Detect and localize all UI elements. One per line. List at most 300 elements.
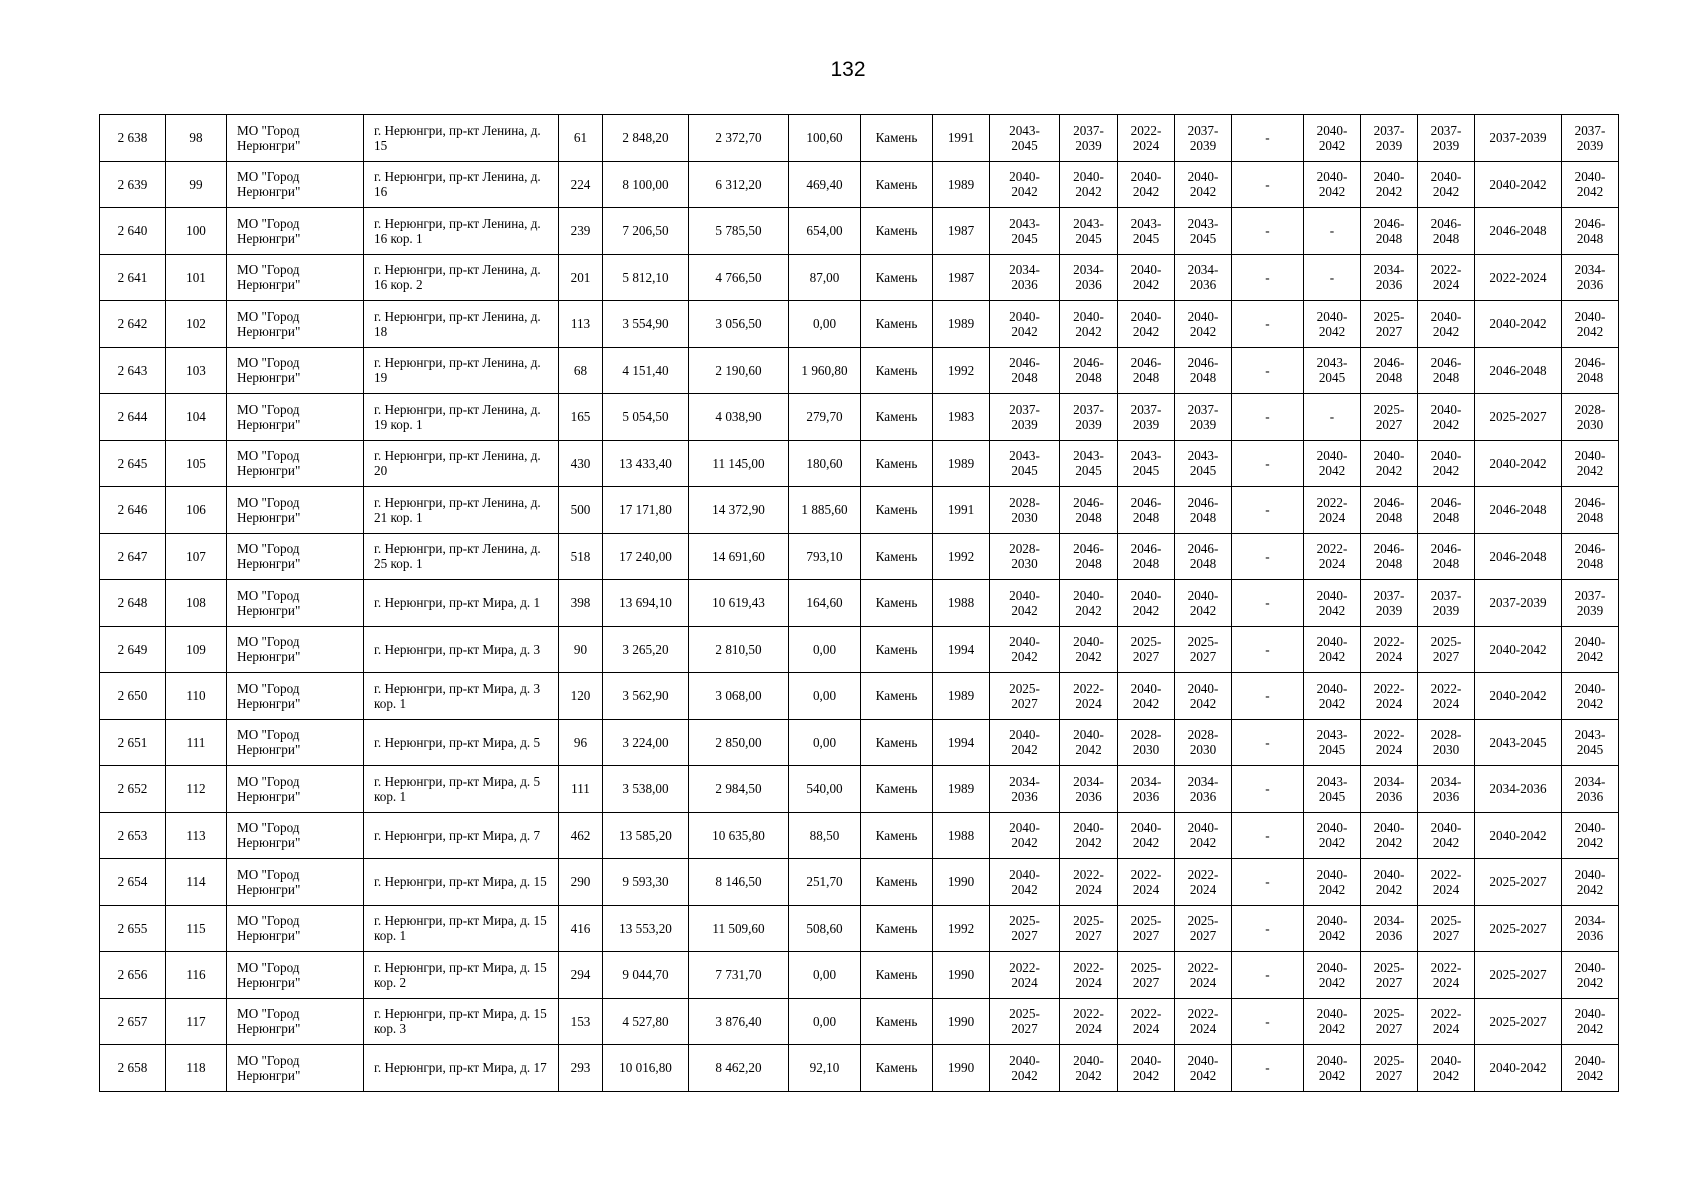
cell-period-8: 2037- 2039 — [1418, 115, 1475, 162]
cell-total-area: 13 585,20 — [603, 812, 689, 859]
cell-period-8: 2046- 2048 — [1418, 487, 1475, 534]
cell-address: г. Нерюнгри, пр-кт Ленина, д. 19 — [364, 347, 559, 394]
cell-period-7: 2022- 2024 — [1361, 719, 1418, 766]
cell-period-8: 2040- 2042 — [1418, 161, 1475, 208]
cell-living-area: 8 462,20 — [689, 1045, 789, 1092]
cell-period-3: 2043- 2045 — [1118, 208, 1175, 255]
cell-total-area: 4 151,40 — [603, 347, 689, 394]
cell-period-7: 2034- 2036 — [1361, 905, 1418, 952]
cell-period-1: 2028- 2030 — [990, 533, 1060, 580]
cell-item-number: 116 — [166, 952, 227, 999]
cell-living-area: 2 850,00 — [689, 719, 789, 766]
cell-period-9: 2034-2036 — [1475, 766, 1562, 813]
cell-wall-material: Камень — [861, 394, 933, 441]
cell-living-area: 7 731,70 — [689, 952, 789, 999]
cell-build-year: 1994 — [933, 719, 990, 766]
cell-period-1: 2040- 2042 — [990, 1045, 1060, 1092]
cell-living-area: 14 372,90 — [689, 487, 789, 534]
cell-wall-material: Камень — [861, 533, 933, 580]
cell-nonresidential-area: 540,00 — [789, 766, 861, 813]
cell-period-10: 2040- 2042 — [1562, 673, 1619, 720]
cell-period-3: 2040- 2042 — [1118, 1045, 1175, 1092]
cell-period-9: 2040-2042 — [1475, 161, 1562, 208]
cell-address: г. Нерюнгри, пр-кт Ленина, д. 15 — [364, 115, 559, 162]
cell-period-5: - — [1232, 301, 1304, 348]
cell-period-6: 2022- 2024 — [1304, 533, 1361, 580]
cell-period-7: 2025- 2027 — [1361, 998, 1418, 1045]
cell-living-area: 10 635,80 — [689, 812, 789, 859]
cell-item-number: 114 — [166, 859, 227, 906]
cell-period-10: 2040- 2042 — [1562, 1045, 1619, 1092]
cell-period-8: 2046- 2048 — [1418, 208, 1475, 255]
cell-item-number: 111 — [166, 719, 227, 766]
cell-residents: 201 — [559, 254, 603, 301]
cell-item-number: 105 — [166, 440, 227, 487]
cell-period-9: 2022-2024 — [1475, 254, 1562, 301]
cell-total-area: 10 016,80 — [603, 1045, 689, 1092]
cell-build-year: 1987 — [933, 208, 990, 255]
cell-period-1: 2028- 2030 — [990, 487, 1060, 534]
cell-period-3: 2046- 2048 — [1118, 487, 1175, 534]
cell-residents: 61 — [559, 115, 603, 162]
cell-wall-material: Камень — [861, 1045, 933, 1092]
cell-address: г. Нерюнгри, пр-кт Мира, д. 15 — [364, 859, 559, 906]
cell-period-4: 2043- 2045 — [1175, 208, 1232, 255]
cell-period-3: 2046- 2048 — [1118, 347, 1175, 394]
cell-address: г. Нерюнгри, пр-кт Ленина, д. 16 — [364, 161, 559, 208]
cell-period-8: 2022- 2024 — [1418, 998, 1475, 1045]
cell-period-10: 2028- 2030 — [1562, 394, 1619, 441]
cell-period-10: 2034- 2036 — [1562, 905, 1619, 952]
cell-address: г. Нерюнгри, пр-кт Мира, д. 5 кор. 1 — [364, 766, 559, 813]
cell-period-10: 2034- 2036 — [1562, 254, 1619, 301]
cell-period-8: 2025- 2027 — [1418, 905, 1475, 952]
cell-municipality: МО "Город Нерюнгри" — [227, 859, 364, 906]
cell-period-10: 2040- 2042 — [1562, 812, 1619, 859]
cell-address: г. Нерюнгри, пр-кт Мира, д. 1 — [364, 580, 559, 627]
cell-municipality: МО "Город Нерюнгри" — [227, 533, 364, 580]
cell-period-7: 2046- 2048 — [1361, 487, 1418, 534]
cell-period-3: 2022- 2024 — [1118, 859, 1175, 906]
table-row — [100, 580, 1619, 627]
cell-period-10: 2037- 2039 — [1562, 115, 1619, 162]
cell-period-6: 2040- 2042 — [1304, 301, 1361, 348]
cell-period-4: 2040- 2042 — [1175, 1045, 1232, 1092]
cell-registry-number: 2 638 — [100, 115, 166, 162]
cell-period-7: 2046- 2048 — [1361, 347, 1418, 394]
table-row — [100, 208, 1619, 255]
cell-registry-number: 2 648 — [100, 580, 166, 627]
cell-period-1: 2043- 2045 — [990, 115, 1060, 162]
cell-period-6: - — [1304, 394, 1361, 441]
cell-period-6: 2040- 2042 — [1304, 998, 1361, 1045]
cell-period-10: 2046- 2048 — [1562, 208, 1619, 255]
cell-period-2: 2046- 2048 — [1060, 487, 1118, 534]
cell-period-5: - — [1232, 766, 1304, 813]
cell-municipality: МО "Город Нерюнгри" — [227, 905, 364, 952]
cell-period-8: 2022- 2024 — [1418, 859, 1475, 906]
cell-period-9: 2040-2042 — [1475, 626, 1562, 673]
cell-living-area: 6 312,20 — [689, 161, 789, 208]
cell-period-7: 2040- 2042 — [1361, 812, 1418, 859]
cell-period-9: 2043-2045 — [1475, 719, 1562, 766]
cell-living-area: 14 691,60 — [689, 533, 789, 580]
cell-build-year: 1989 — [933, 440, 990, 487]
cell-period-8: 2040- 2042 — [1418, 440, 1475, 487]
cell-period-3: 2046- 2048 — [1118, 533, 1175, 580]
cell-residents: 165 — [559, 394, 603, 441]
cell-period-2: 2034- 2036 — [1060, 254, 1118, 301]
cell-nonresidential-area: 279,70 — [789, 394, 861, 441]
cell-wall-material: Камень — [861, 812, 933, 859]
cell-period-7: 2046- 2048 — [1361, 208, 1418, 255]
cell-period-6: 2040- 2042 — [1304, 626, 1361, 673]
cell-period-6: 2022- 2024 — [1304, 487, 1361, 534]
cell-period-9: 2046-2048 — [1475, 533, 1562, 580]
cell-nonresidential-area: 508,60 — [789, 905, 861, 952]
cell-period-3: 2040- 2042 — [1118, 254, 1175, 301]
cell-period-8: 2037- 2039 — [1418, 580, 1475, 627]
cell-period-1: 2037- 2039 — [990, 394, 1060, 441]
cell-total-area: 3 538,00 — [603, 766, 689, 813]
cell-wall-material: Камень — [861, 580, 933, 627]
cell-period-8: 2046- 2048 — [1418, 533, 1475, 580]
cell-total-area: 2 848,20 — [603, 115, 689, 162]
cell-period-2: 2040- 2042 — [1060, 626, 1118, 673]
cell-municipality: МО "Город Нерюнгри" — [227, 301, 364, 348]
cell-period-8: 2022- 2024 — [1418, 673, 1475, 720]
cell-wall-material: Камень — [861, 673, 933, 720]
cell-address: г. Нерюнгри, пр-кт Ленина, д. 21 кор. 1 — [364, 487, 559, 534]
cell-period-6: 2040- 2042 — [1304, 673, 1361, 720]
cell-wall-material: Камень — [861, 208, 933, 255]
cell-municipality: МО "Город Нерюнгри" — [227, 952, 364, 999]
cell-item-number: 102 — [166, 301, 227, 348]
cell-period-3: 2025- 2027 — [1118, 626, 1175, 673]
cell-period-9: 2025-2027 — [1475, 952, 1562, 999]
cell-nonresidential-area: 0,00 — [789, 719, 861, 766]
table-row — [100, 812, 1619, 859]
cell-total-area: 5 812,10 — [603, 254, 689, 301]
cell-period-4: 2025- 2027 — [1175, 626, 1232, 673]
cell-residents: 239 — [559, 208, 603, 255]
table-row — [100, 347, 1619, 394]
cell-period-9: 2046-2048 — [1475, 208, 1562, 255]
cell-municipality: МО "Город Нерюнгри" — [227, 812, 364, 859]
cell-period-7: 2022- 2024 — [1361, 673, 1418, 720]
cell-build-year: 1994 — [933, 626, 990, 673]
cell-period-1: 2040- 2042 — [990, 626, 1060, 673]
cell-wall-material: Камень — [861, 161, 933, 208]
cell-wall-material: Камень — [861, 766, 933, 813]
cell-period-7: 2025- 2027 — [1361, 301, 1418, 348]
cell-total-area: 3 265,20 — [603, 626, 689, 673]
cell-period-7: 2037- 2039 — [1361, 580, 1418, 627]
cell-period-9: 2046-2048 — [1475, 347, 1562, 394]
table-row — [100, 905, 1619, 952]
cell-period-9: 2040-2042 — [1475, 812, 1562, 859]
cell-residents: 68 — [559, 347, 603, 394]
cell-period-6: 2040- 2042 — [1304, 115, 1361, 162]
cell-municipality: МО "Город Нерюнгри" — [227, 1045, 364, 1092]
cell-living-area: 11 509,60 — [689, 905, 789, 952]
cell-living-area: 3 876,40 — [689, 998, 789, 1045]
cell-address: г. Нерюнгри, пр-кт Мира, д. 15 кор. 1 — [364, 905, 559, 952]
cell-living-area: 2 372,70 — [689, 115, 789, 162]
cell-period-7: 2025- 2027 — [1361, 1045, 1418, 1092]
cell-period-5: - — [1232, 580, 1304, 627]
cell-address: г. Нерюнгри, пр-кт Мира, д. 3 — [364, 626, 559, 673]
cell-residents: 293 — [559, 1045, 603, 1092]
cell-period-9: 2025-2027 — [1475, 859, 1562, 906]
cell-address: г. Нерюнгри, пр-кт Ленина, д. 18 — [364, 301, 559, 348]
cell-period-2: 2046- 2048 — [1060, 533, 1118, 580]
cell-wall-material: Камень — [861, 347, 933, 394]
cell-residents: 120 — [559, 673, 603, 720]
cell-period-4: 2022- 2024 — [1175, 998, 1232, 1045]
cell-build-year: 1991 — [933, 487, 990, 534]
cell-municipality: МО "Город Нерюнгри" — [227, 440, 364, 487]
cell-address: г. Нерюнгри, пр-кт Мира, д. 17 — [364, 1045, 559, 1092]
cell-period-7: 2040- 2042 — [1361, 440, 1418, 487]
cell-registry-number: 2 655 — [100, 905, 166, 952]
cell-registry-number: 2 646 — [100, 487, 166, 534]
cell-nonresidential-area: 180,60 — [789, 440, 861, 487]
cell-period-3: 2022- 2024 — [1118, 998, 1175, 1045]
cell-address: г. Нерюнгри, пр-кт Ленина, д. 20 — [364, 440, 559, 487]
table-row — [100, 440, 1619, 487]
cell-period-1: 2040- 2042 — [990, 580, 1060, 627]
cell-period-2: 2040- 2042 — [1060, 161, 1118, 208]
cell-residents: 416 — [559, 905, 603, 952]
cell-living-area: 2 810,50 — [689, 626, 789, 673]
cell-nonresidential-area: 793,10 — [789, 533, 861, 580]
cell-build-year: 1991 — [933, 115, 990, 162]
cell-nonresidential-area: 0,00 — [789, 626, 861, 673]
cell-registry-number: 2 644 — [100, 394, 166, 441]
cell-address: г. Нерюнгри, пр-кт Ленина, д. 25 кор. 1 — [364, 533, 559, 580]
cell-build-year: 1992 — [933, 905, 990, 952]
cell-period-6: - — [1304, 254, 1361, 301]
cell-period-6: 2040- 2042 — [1304, 580, 1361, 627]
cell-municipality: МО "Город Нерюнгри" — [227, 626, 364, 673]
cell-period-1: 2025- 2027 — [990, 673, 1060, 720]
cell-residents: 113 — [559, 301, 603, 348]
cell-period-4: 2040- 2042 — [1175, 161, 1232, 208]
cell-period-6: 2040- 2042 — [1304, 812, 1361, 859]
table-row — [100, 859, 1619, 906]
cell-period-2: 2037- 2039 — [1060, 394, 1118, 441]
cell-residents: 518 — [559, 533, 603, 580]
cell-build-year: 1989 — [933, 673, 990, 720]
cell-item-number: 104 — [166, 394, 227, 441]
cell-item-number: 101 — [166, 254, 227, 301]
cell-total-area: 4 527,80 — [603, 998, 689, 1045]
cell-period-2: 2034- 2036 — [1060, 766, 1118, 813]
cell-period-4: 2022- 2024 — [1175, 952, 1232, 999]
cell-period-3: 2034- 2036 — [1118, 766, 1175, 813]
cell-item-number: 106 — [166, 487, 227, 534]
cell-period-5: - — [1232, 1045, 1304, 1092]
cell-item-number: 99 — [166, 161, 227, 208]
cell-registry-number: 2 640 — [100, 208, 166, 255]
cell-period-6: 2040- 2042 — [1304, 905, 1361, 952]
table-row — [100, 487, 1619, 534]
cell-municipality: МО "Город Нерюнгри" — [227, 719, 364, 766]
cell-period-9: 2025-2027 — [1475, 394, 1562, 441]
cell-period-2: 2040- 2042 — [1060, 1045, 1118, 1092]
cell-item-number: 112 — [166, 766, 227, 813]
cell-municipality: МО "Город Нерюнгри" — [227, 487, 364, 534]
cell-period-5: - — [1232, 161, 1304, 208]
cell-registry-number: 2 647 — [100, 533, 166, 580]
cell-period-8: 2040- 2042 — [1418, 1045, 1475, 1092]
cell-period-5: - — [1232, 347, 1304, 394]
cell-period-1: 2040- 2042 — [990, 719, 1060, 766]
cell-address: г. Нерюнгри, пр-кт Мира, д. 3 кор. 1 — [364, 673, 559, 720]
cell-period-10: 2046- 2048 — [1562, 487, 1619, 534]
cell-period-6: - — [1304, 208, 1361, 255]
cell-period-2: 2046- 2048 — [1060, 347, 1118, 394]
cell-total-area: 7 206,50 — [603, 208, 689, 255]
cell-period-10: 2040- 2042 — [1562, 998, 1619, 1045]
table-row — [100, 952, 1619, 999]
cell-period-2: 2040- 2042 — [1060, 719, 1118, 766]
cell-residents: 111 — [559, 766, 603, 813]
cell-address: г. Нерюнгри, пр-кт Мира, д. 7 — [364, 812, 559, 859]
cell-period-9: 2040-2042 — [1475, 673, 1562, 720]
cell-living-area: 2 984,50 — [689, 766, 789, 813]
cell-period-2: 2022- 2024 — [1060, 952, 1118, 999]
cell-nonresidential-area: 92,10 — [789, 1045, 861, 1092]
cell-period-4: 2046- 2048 — [1175, 533, 1232, 580]
cell-period-2: 2040- 2042 — [1060, 812, 1118, 859]
cell-period-10: 2037- 2039 — [1562, 580, 1619, 627]
cell-period-5: - — [1232, 115, 1304, 162]
cell-item-number: 100 — [166, 208, 227, 255]
cell-item-number: 103 — [166, 347, 227, 394]
cell-period-7: 2046- 2048 — [1361, 533, 1418, 580]
cell-period-10: 2046- 2048 — [1562, 533, 1619, 580]
cell-residents: 224 — [559, 161, 603, 208]
cell-build-year: 1992 — [933, 533, 990, 580]
cell-period-3: 2028- 2030 — [1118, 719, 1175, 766]
cell-build-year: 1989 — [933, 161, 990, 208]
cell-registry-number: 2 642 — [100, 301, 166, 348]
cell-registry-number: 2 651 — [100, 719, 166, 766]
cell-living-area: 4 766,50 — [689, 254, 789, 301]
table-row — [100, 719, 1619, 766]
cell-build-year: 1989 — [933, 766, 990, 813]
cell-residents: 500 — [559, 487, 603, 534]
cell-period-1: 2040- 2042 — [990, 812, 1060, 859]
cell-residents: 398 — [559, 580, 603, 627]
cell-total-area: 13 694,10 — [603, 580, 689, 627]
cell-period-5: - — [1232, 440, 1304, 487]
cell-municipality: МО "Город Нерюнгри" — [227, 254, 364, 301]
table-row — [100, 1045, 1619, 1092]
cell-living-area: 5 785,50 — [689, 208, 789, 255]
cell-wall-material: Камень — [861, 859, 933, 906]
cell-period-1: 2025- 2027 — [990, 998, 1060, 1045]
cell-total-area: 13 433,40 — [603, 440, 689, 487]
cell-period-8: 2022- 2024 — [1418, 254, 1475, 301]
cell-registry-number: 2 657 — [100, 998, 166, 1045]
cell-registry-number: 2 649 — [100, 626, 166, 673]
cell-nonresidential-area: 0,00 — [789, 998, 861, 1045]
cell-residents: 153 — [559, 998, 603, 1045]
cell-municipality: МО "Город Нерюнгри" — [227, 115, 364, 162]
cell-period-3: 2037- 2039 — [1118, 394, 1175, 441]
table-row — [100, 673, 1619, 720]
cell-period-4: 2040- 2042 — [1175, 812, 1232, 859]
cell-period-2: 2037- 2039 — [1060, 115, 1118, 162]
cell-municipality: МО "Город Нерюнгри" — [227, 998, 364, 1045]
cell-period-1: 2034- 2036 — [990, 254, 1060, 301]
cell-period-5: - — [1232, 673, 1304, 720]
cell-period-8: 2025- 2027 — [1418, 626, 1475, 673]
cell-period-9: 2025-2027 — [1475, 998, 1562, 1045]
cell-item-number: 118 — [166, 1045, 227, 1092]
cell-period-10: 2040- 2042 — [1562, 161, 1619, 208]
cell-period-3: 2040- 2042 — [1118, 301, 1175, 348]
cell-period-10: 2040- 2042 — [1562, 859, 1619, 906]
cell-period-7: 2034- 2036 — [1361, 766, 1418, 813]
cell-total-area: 9 593,30 — [603, 859, 689, 906]
cell-total-area: 9 044,70 — [603, 952, 689, 999]
cell-living-area: 11 145,00 — [689, 440, 789, 487]
cell-nonresidential-area: 0,00 — [789, 673, 861, 720]
cell-municipality: МО "Город Нерюнгри" — [227, 208, 364, 255]
cell-period-6: 2040- 2042 — [1304, 1045, 1361, 1092]
cell-municipality: МО "Город Нерюнгри" — [227, 766, 364, 813]
cell-wall-material: Камень — [861, 998, 933, 1045]
cell-period-8: 2040- 2042 — [1418, 812, 1475, 859]
cell-period-4: 2043- 2045 — [1175, 440, 1232, 487]
cell-living-area: 10 619,43 — [689, 580, 789, 627]
cell-period-2: 2022- 2024 — [1060, 673, 1118, 720]
cell-period-1: 2043- 2045 — [990, 440, 1060, 487]
cell-registry-number: 2 652 — [100, 766, 166, 813]
cell-period-3: 2040- 2042 — [1118, 673, 1175, 720]
cell-wall-material: Камень — [861, 254, 933, 301]
cell-period-5: - — [1232, 394, 1304, 441]
housing-register-table — [99, 114, 1619, 1092]
table-row — [100, 254, 1619, 301]
cell-period-8: 2040- 2042 — [1418, 301, 1475, 348]
cell-nonresidential-area: 1 885,60 — [789, 487, 861, 534]
cell-municipality: МО "Город Нерюнгри" — [227, 347, 364, 394]
page-number: 132 — [830, 58, 866, 81]
cell-living-area: 3 056,50 — [689, 301, 789, 348]
cell-period-3: 2043- 2045 — [1118, 440, 1175, 487]
cell-period-6: 2040- 2042 — [1304, 161, 1361, 208]
cell-period-4: 2037- 2039 — [1175, 394, 1232, 441]
cell-item-number: 98 — [166, 115, 227, 162]
cell-nonresidential-area: 1 960,80 — [789, 347, 861, 394]
cell-living-area: 3 068,00 — [689, 673, 789, 720]
cell-municipality: МО "Город Нерюнгри" — [227, 673, 364, 720]
table-row — [100, 766, 1619, 813]
cell-period-10: 2040- 2042 — [1562, 952, 1619, 999]
table-row — [100, 998, 1619, 1045]
cell-period-5: - — [1232, 626, 1304, 673]
cell-nonresidential-area: 88,50 — [789, 812, 861, 859]
cell-nonresidential-area: 87,00 — [789, 254, 861, 301]
cell-wall-material: Камень — [861, 626, 933, 673]
cell-period-9: 2037-2039 — [1475, 115, 1562, 162]
cell-period-3: 2040- 2042 — [1118, 161, 1175, 208]
